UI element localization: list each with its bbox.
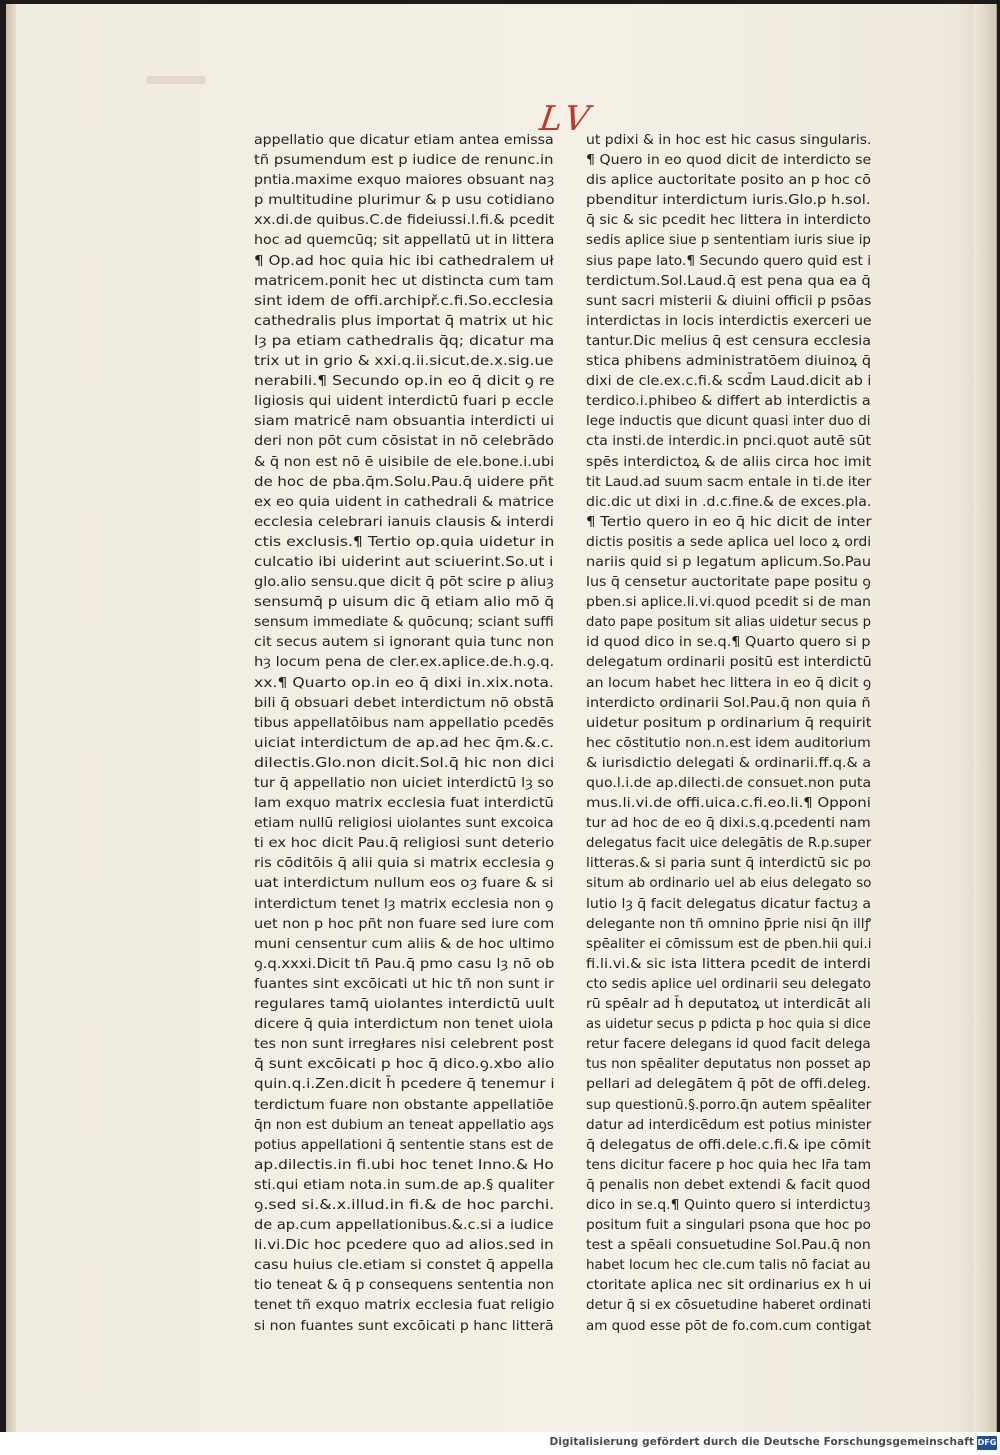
text-line: test a spēali consuetudine Sol.Pau.q̄ non	[586, 1238, 871, 1254]
text-line: interdictum tenet lȝ matrix ecclesia non ꝯ	[254, 896, 554, 912]
text-line: spēs interdictoꝝ & de aliis circa hoc imit	[586, 454, 872, 470]
text-line: ap.dilectis.in fi.ubi hoc tenet Inno.& Ho	[254, 1157, 554, 1173]
text-line: tur q̄ appellatio non uiciet interdictū lȝ so	[254, 776, 554, 791]
text-line: interdictas in locis interdictis exerceri ue	[586, 313, 872, 329]
text-line: uidetur positum p ordinarium q̄ requirit	[586, 715, 872, 731]
text-line: trix ut in grio & xxi.q.ii.sicut.de.x.sig.ue	[254, 354, 554, 370]
text-line: si non fuantes sunt excōicati p hanc litterā	[254, 1318, 554, 1334]
text-line: ¶ Op.ad hoc quia hic ibi cathedralem uł	[254, 253, 554, 269]
text-line: tus non spēaliter deputatus non posset ap	[586, 1057, 871, 1073]
text-line: uiciat interdictum de ap.ad hec q̄m.&.c.	[254, 735, 555, 751]
text-line: q̄ sunt excōicati p hoc q̄ dico.ꝯ.xbo alio	[254, 1057, 555, 1073]
text-line: tur ad hoc de eo q̄ dixi.s.q.pcedenti nam	[586, 816, 871, 832]
text-line: sunt sacri misterii & diuini officii p psōas	[586, 293, 872, 309]
text-line: q̄ sic & sic pcedit hec littera in interdicto	[586, 213, 871, 229]
text-line: etiam nullū religiosi uiolantes sunt excoica	[254, 816, 554, 832]
text-line: pellari ad delegātem q̄ pōt de offi.deleg.	[586, 1077, 871, 1093]
text-line: uet non p hoc pñt non fuare sed iure com	[254, 916, 555, 932]
text-line: dicere q̄ quia interdictum non tenet uiola	[254, 1017, 554, 1033]
text-line: ecclesia celebrari ianuis clausis & interdi	[254, 514, 554, 530]
text-line: retur facere delegans id quod facit delega	[586, 1037, 871, 1053]
text-line: sup questionū.§.porro.q̄n autem spēaliter	[586, 1097, 872, 1113]
text-line: potius appellationi q̄ sententie stans est de	[254, 1137, 554, 1153]
text-line: cathedralis plus importat q̄ matrix ut hic	[254, 313, 554, 329]
text-line: q̄ delegatus de offi.dele.c.fi.& ipe cōmit	[586, 1137, 871, 1153]
text-line: terdictum.Sol.Laud.q̄ est pena qua ea q̄	[586, 273, 871, 289]
text-line: sensum immediate & quōcunq; sciant suffi	[254, 615, 554, 631]
text-line: am quod esse pōt de fo.com.cum contigat	[586, 1318, 872, 1334]
right-text-column	[586, 131, 871, 1337]
text-line: fi.li.vi.& sic ista littera pcedit de interdi	[586, 956, 871, 972]
page-edge-shadow	[974, 4, 996, 1432]
text-line: deri non pōt cum cōsistat in nō celebrādo	[254, 434, 554, 450]
left-text-column	[254, 131, 554, 1337]
text-line: terdico.i.phibeo & differt ab interdictis a	[586, 394, 871, 410]
text-line: dico in se.q.¶ Quinto quero si interdictuȝ	[586, 1197, 871, 1213]
text-line: positum fuit a singulari psona que hoc po	[586, 1218, 871, 1234]
text-line: dic.dic ut dixi in .d.c.fine.& de exces.pla.	[586, 494, 872, 510]
text-line: lȝ pa etiam cathedralis q̄q; dicatur ma	[254, 333, 555, 349]
text-line: datur ad interdicēdum est potius minister	[586, 1117, 872, 1133]
text-line: sensumq̄ p uisum dic q̄ etiam alio mō q̄	[254, 595, 555, 611]
text-line: ligiosis qui uident interdictū fuari p eccle	[254, 394, 554, 410]
text-line: dictis positis a sede aplica uel loco ꝝ ordi	[586, 534, 872, 550]
text-line: nariis quid si p legatum aplicum.So.Pau	[586, 554, 872, 570]
text-line: p multitudine plurimur & p usu cotidiano	[254, 193, 555, 209]
text-line: litteras.& si paria sunt q̄ interdictū sic po	[586, 856, 871, 872]
text-line: quo.l.i.de ap.dilecti.de consuet.non puta	[586, 776, 872, 791]
text-line: ꝯ.sed si.&.x.illud.in fi.& de hoc parchi.	[254, 1197, 555, 1213]
faded-stamp-mark	[146, 76, 206, 84]
text-line: cto sedis aplice uel ordinarii seu delegato	[586, 976, 871, 992]
footer-bar	[0, 1432, 1000, 1455]
text-line: quin.q.i.Zen.dicit h̄ pcedere q̄ tenemur i	[254, 1077, 555, 1093]
text-line: ¶ Quero in eo quod dicit de interdicto se	[586, 153, 872, 169]
text-line: regulares tamq̄ uiolantes interdictū uult	[254, 997, 555, 1013]
text-line: pntia.maxime exquo maiores obsuant naȝ	[254, 173, 555, 189]
text-line: appellatio que dicatur etiam antea emissa	[254, 133, 554, 148]
text-line: an locum habet hec littera in eo q̄ dicit ꝯ	[586, 675, 872, 691]
text-line: terdictum fuare non obstante appellatiōe	[254, 1097, 554, 1113]
text-line: cit secus autem si ignorant quia tunc non	[254, 635, 555, 651]
text-line: xx.¶ Quarto op.in eo q̄ dixi in.xix.nota.	[254, 675, 554, 691]
text-line: spēaliter ei cōmissum est de pben.hii qui.i	[586, 936, 872, 952]
text-line: & iurisdictio delegati & ordinarii.ff.q.& a	[586, 755, 872, 771]
text-line: pben.si aplice.li.vi.quod pcedit si de man	[586, 595, 871, 611]
text-line: cta insti.de interdic.in pnci.quot autē sūt	[586, 434, 871, 450]
text-line: hec cōstitutio non.n.est idem auditorium	[586, 735, 871, 751]
dfg-logo-icon: DFG	[977, 1436, 997, 1450]
funding-credit: Digitalisierung gefördert durch die Deutsche Forschungsgemeinschaft	[549, 1436, 974, 1448]
text-line: tibus appellatōibus nam appellatio pcedēs	[254, 715, 554, 731]
text-line: stica phibens administratōem diuinoꝝ q̄	[586, 354, 872, 370]
text-line: as uidetur secus p pdicta p hoc quia si dice	[586, 1017, 871, 1033]
text-line: ti ex hoc dicit Pau.q̄ religiosi sunt deterio	[254, 836, 555, 852]
text-line: tantur.Dic melius q̄ est censura ecclesia	[586, 333, 872, 349]
text-line: dilectis.Glo.non dicit.Sol.q̄ hic non dici	[254, 755, 555, 771]
text-line: situm ab ordinario uel ab eius delegato so	[586, 876, 872, 892]
text-line: detur q̄ si ex cōsuetudine haberet ordinati	[586, 1298, 872, 1314]
text-line: hȝ locum pena de cler.ex.aplice.de.h.ꝯ.q.	[254, 655, 555, 671]
text-line: sedis aplice siue p sententiam iuris siue ip	[586, 233, 871, 249]
text-line: casu huius cle.etiam si constet q̄ appella	[254, 1258, 554, 1274]
text-line: ris cōditōis q̄ alii quia si matrix ecclesia ꝯ	[254, 856, 555, 872]
folio-number: LV	[537, 99, 598, 139]
text-line: delegante non tñ omnino p̄prie nisi q̄n illꝭ	[586, 916, 872, 932]
text-line: q̄ penalis non debet extendi & facit quod	[586, 1177, 871, 1193]
text-line: tñ psumendum est p iudice de renunc.in	[254, 153, 554, 169]
text-line: ꝯ.q.xxxi.Dicit tñ Pau.q̄ pmo casu lȝ nō ob	[254, 956, 555, 972]
text-line: tenet tñ exquo matrix ecclesia fuat religio	[254, 1298, 555, 1314]
text-line: delegatus facit uice delegātis de R.p.super	[586, 836, 872, 852]
text-line: tes non sunt irregłares nisi celebrent post	[254, 1037, 554, 1053]
text-line: ut pdixi & in hoc est hic casus singularis.	[586, 133, 872, 148]
text-line: tio teneat & q̄ p consequens sententia non	[254, 1278, 555, 1294]
text-line: dixi de cle.ex.c.fi.& scd̄m Laud.dicit ab i	[586, 374, 872, 390]
text-line: habet locum hec cle.cum talis nō faciat au	[586, 1258, 871, 1274]
text-line: xx.di.de quibus.C.de fideiussi.l.fi.& pcedit	[254, 213, 555, 229]
text-line: culcatio ibi uiderint aut sciuerint.So.ut i	[254, 554, 554, 570]
text-line: ¶ Tertio quero in eo q̄ hic dicit de inter	[586, 514, 872, 530]
text-line: dato pape positum sit alias uidetur secus p	[586, 615, 872, 631]
text-line: sius pape lato.¶ Secundo quero quid est i	[586, 253, 872, 269]
page-gutter-shadow	[6, 4, 16, 1432]
text-line: rū spēalr ad h̄ deputatoꝝ ut interdicāt ali	[586, 997, 871, 1013]
text-line: uat interdictum nullum eos oȝ fuare & si	[254, 876, 554, 892]
text-line: delegatum ordinarii positū est interdictū	[586, 655, 872, 671]
text-line: pbenditur interdictum iuris.Glo.p h.sol.	[586, 193, 871, 209]
text-line: nerabili.¶ Secundo op.in eo q̄ dicit ꝯ re	[254, 374, 555, 390]
text-line: de hoc de pba.q̄m.Solu.Pau.q̄ uidere pñt	[254, 474, 554, 490]
text-line: bili q̄ obsuari debet interdictum nō obstā	[254, 695, 555, 711]
text-line: fuantes sint excōicati ut hic tñ non sunt ir	[254, 976, 554, 992]
text-line: lege inductis que dicunt quasi inter duo di	[586, 414, 871, 430]
text-line: glo.alio sensu.que dicit q̄ pōt scire p aliuȝ	[254, 575, 554, 591]
text-line: q̄n non est dubium an teneat appellatio aꝯs	[254, 1117, 554, 1133]
text-line: ex eo quia uident in cathedrali & matrice	[254, 494, 554, 510]
text-line: tit Laud.ad suum sacm entale in ti.de iter	[586, 474, 872, 490]
text-line: sint idem de offi.archipř.c.fi.So.ecclesia	[254, 293, 554, 309]
text-line: & q̄ non est nō ē uisibile de ele.bone.i.ubi	[254, 454, 555, 470]
text-line: lutio lȝ q̄ facit delegatus dicatur factuȝ a	[586, 896, 872, 912]
text-line: sti.qui etiam nota.in sum.de ap.§ qualiter	[254, 1177, 555, 1193]
text-line: ctoritate aplica nec sit ordinarius ex h ui	[586, 1278, 872, 1294]
text-line: interdicto ordinarii Sol.Pau.q̄ non quia ñ	[586, 695, 871, 711]
text-line: de ap.cum appellationibus.&.c.si a iudice	[254, 1218, 554, 1234]
text-line: dis aplice auctoritate posito an p hoc cō	[586, 173, 871, 189]
text-line: lam exquo matrix ecclesia fuat interdictū	[254, 796, 554, 812]
text-line: siam matricē nam obsuantia interdicti ui	[254, 414, 555, 430]
text-line: hoc ad quemcūq; sit appellatū ut in littera	[254, 233, 555, 249]
text-line: li.vi.Dic hoc pcedere quo ad alios.sed in	[254, 1238, 554, 1254]
text-line: muni censentur cum aliis & de hoc ultimo	[254, 936, 555, 952]
text-line: lus q̄ censetur auctoritate pape positu ꝯ	[586, 575, 871, 591]
text-line: mus.li.vi.de offi.uica.c.fi.eo.li.¶ Opponi	[586, 796, 871, 812]
text-line: id quod dico in se.q.¶ Quarto quero si p	[586, 635, 871, 651]
text-line: matricem.ponit hec ut distincta cum tam	[254, 273, 554, 289]
text-line: tens dicitur facere p hoc quia hec lr̄a tam	[586, 1157, 872, 1173]
text-line: ctis exclusis.¶ Tertio op.quia uidetur in	[254, 534, 555, 550]
